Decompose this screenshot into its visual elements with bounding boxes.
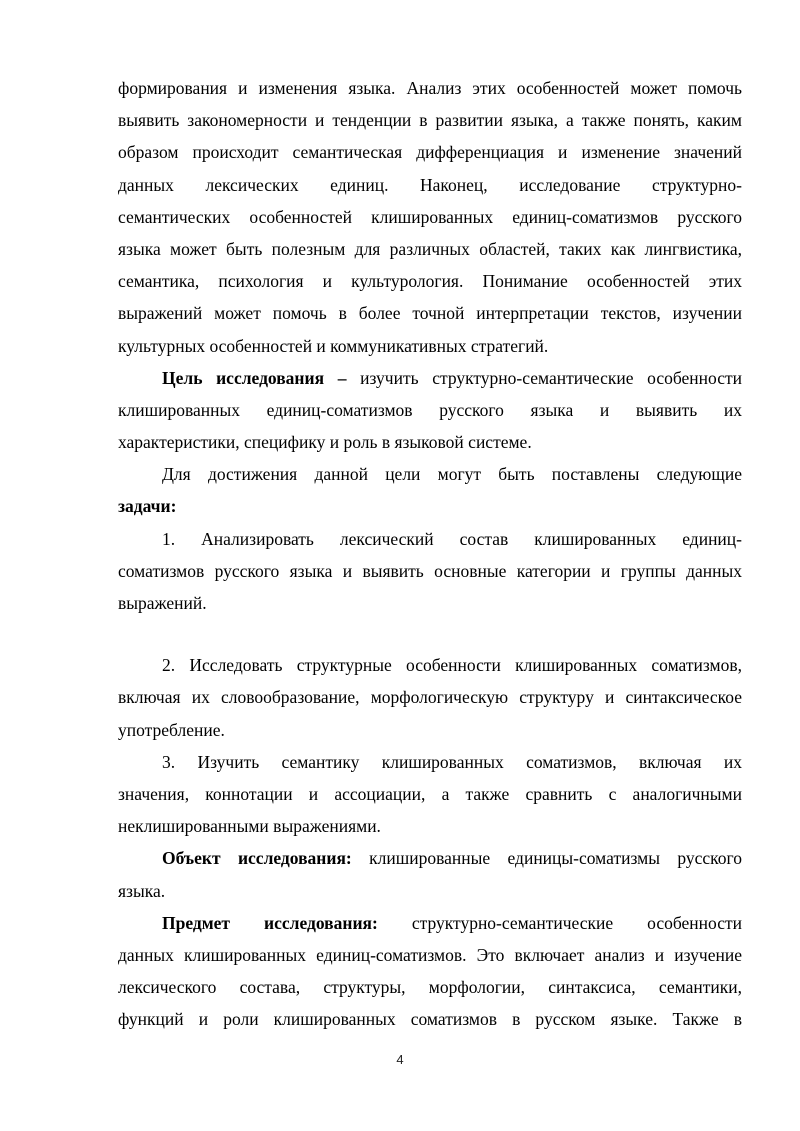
body-text [118, 72, 742, 1035]
task-2-line: включая их словообразование, морфологическую структуру и синтаксическое [118, 687, 742, 708]
goal-text: изучить структурно-семантические особенности [346, 367, 742, 388]
paragraph-line: выявить закономерности и тенденции в развитии языка, а также понять, каким [118, 110, 742, 131]
subject-label: Предмет исследования: [162, 912, 378, 933]
object-label: Объект исследования: [162, 848, 352, 869]
task-1-line: 1. Анализировать лексический состав клишированных единиц- [162, 528, 742, 549]
tasks-intro-line [118, 490, 742, 522]
goal-line: характеристики, специфику и роль в языковой системе. [118, 432, 532, 453]
task-2-line: 2. Исследовать структурные особенности клишированных соматизмов, [162, 655, 742, 676]
goal-line [118, 362, 742, 394]
object-text: клишированные единицы-соматизмы русского [351, 848, 742, 869]
task-3-line: 3. Изучить семантику клишированных соматизмов, включая их [162, 751, 742, 772]
blank-gap [118, 619, 742, 649]
task-2-line: употребление. [118, 719, 225, 740]
paragraph-line: выражений может помочь в более точной интерпретации текстов, изучении [118, 303, 742, 324]
paragraph-line: данных лексических единиц. Наконец, исследование структурно- [118, 174, 742, 195]
task-3-line: неклишированными выражениями. [118, 816, 381, 837]
paragraph-line: формирования и изменения языка. Анализ этих особенностей может помочь [118, 78, 742, 98]
paragraph-line: культурных особенностей и коммуникативных стратегий. [118, 335, 549, 356]
goal-label: Цель исследования – [162, 367, 347, 388]
subject-line [118, 907, 742, 939]
subject-text: структурно-семантические особенности [377, 912, 742, 933]
task-1-line: соматизмов русского языка и выявить основные категории и группы данных [118, 560, 742, 581]
tasks-intro-line: Для достижения данной цели могут быть поставлены следующие [162, 464, 742, 485]
page-number: 4 [396, 1052, 404, 1067]
subject-line: лексического состава, структуры, морфологии, синтаксиса, семантики, [118, 977, 742, 998]
subject-line: функций и роли клишированных соматизмов в русском языке. Также в [118, 1009, 742, 1030]
subject-line: данных клишированных единиц-соматизмов. Это включает анализ и изучение [118, 944, 742, 965]
tasks-label: задачи: [118, 496, 177, 517]
paragraph-line: семантических особенностей клишированных единиц-соматизмов русского [118, 206, 742, 227]
task-3-line: значения, коннотации и ассоциации, а также сравнить с аналогичными [118, 783, 742, 804]
task-1-line: выражений. [118, 593, 207, 613]
paragraph-line: образом происходит семантическая дифференциация и изменение значений [118, 142, 742, 163]
paragraph-line: языка может быть полезным для различных областей, таких как лингвистика, [118, 238, 742, 259]
goal-line: клишированных единиц-соматизмов русского языка и выявить их [118, 399, 742, 420]
object-line: языка. [118, 880, 166, 901]
object-line [118, 842, 742, 874]
paragraph-line: семантика, психология и культурология. Понимание особенностей этих [118, 271, 742, 292]
